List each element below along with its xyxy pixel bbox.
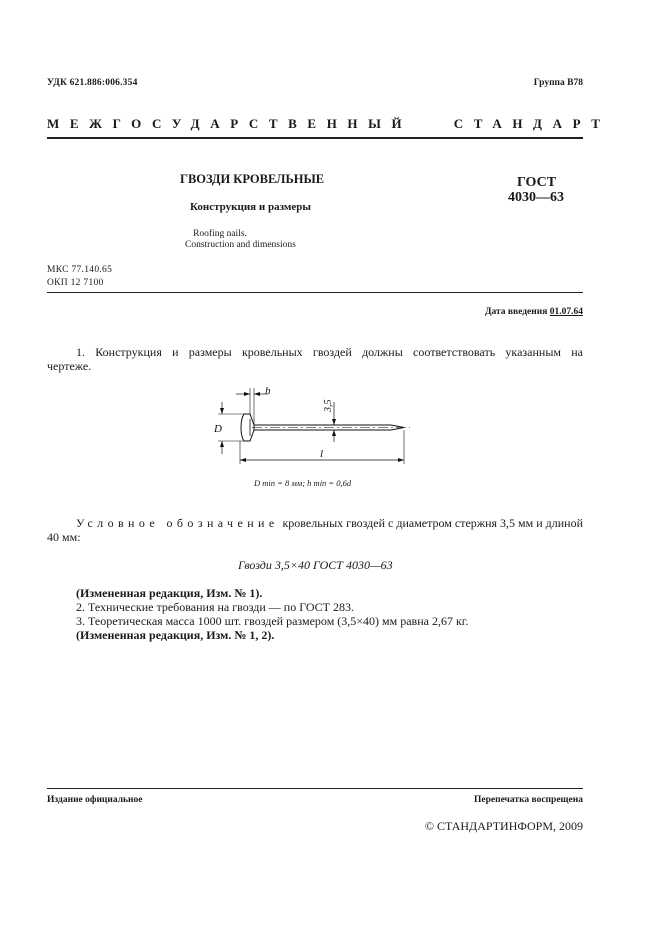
item-3: 3. Теоретическая масса 1000 шт. гвоздей размером (3,5×40) мм равна 2,67 кг. xyxy=(76,614,469,628)
copyright: © СТАНДАРТИНФОРМ, 2009 xyxy=(424,819,583,833)
change-note-2: (Измененная редакция, Изм. № 1, 2). xyxy=(76,628,275,642)
okp-code: ОКП 12 7100 xyxy=(47,278,104,288)
group-code: Группа В78 xyxy=(533,78,583,88)
title-ru: ГВОЗДИ КРОВЕЛЬНЫЕ xyxy=(180,172,325,186)
dim-l-label: l xyxy=(320,448,324,460)
title-en-line-1: Roofing nails. xyxy=(193,229,247,239)
intro-date xyxy=(485,307,583,317)
para-1-line-1: 1. Конструкция и размеры кровельных гвоздей должны соответствовать указанным на xyxy=(76,345,583,359)
item-2: 2. Технические требования на гвозди — по ГОСТ 283. xyxy=(76,600,354,614)
gost-number: 4030—63 xyxy=(508,190,564,205)
dim-D-label: D xyxy=(214,423,222,435)
drawing-caption: D min = 8 мм; h min = 0,6d xyxy=(254,478,352,488)
para-2-line-2: 40 мм: xyxy=(47,530,81,544)
para-2-spaced: Условное обозначение xyxy=(76,516,279,530)
footer-official: Издание официальное xyxy=(47,795,143,805)
para-2-line-1 xyxy=(76,516,583,531)
para-2-rest: кровельных гвоздей с диаметром стержня 3,5 мм и длиной xyxy=(282,516,583,530)
title-en-line-2: Construction and dimensions xyxy=(185,240,296,250)
change-note-1: (Измененная редакция, Изм. № 1). xyxy=(76,586,263,600)
standard-banner: МЕЖГОСУДАРСТВЕННЫЙ СТАНДАРТ xyxy=(47,116,611,131)
dim-d-label: 3,5 xyxy=(323,399,334,412)
para-1-line-2: чертеже. xyxy=(47,359,92,373)
designation-example: Гвозди 3,5×40 ГОСТ 4030—63 xyxy=(238,558,393,572)
banner-rule xyxy=(47,137,583,139)
nail-drawing xyxy=(210,384,425,472)
gost-label: ГОСТ xyxy=(517,175,557,190)
intro-date-value: 01.07.64 xyxy=(549,307,583,317)
dim-h-label: h xyxy=(265,385,271,397)
title-ru-sub: Конструкция и размеры xyxy=(190,201,311,213)
codes-rule xyxy=(47,292,583,293)
intro-date-label: Дата введения xyxy=(484,307,548,317)
footer-reprint: Перепечатка воспрещена xyxy=(473,795,583,805)
footer-rule xyxy=(47,788,583,789)
udk-code: УДК 621.886:006.354 xyxy=(47,78,138,88)
mks-code: МКС 77.140.65 xyxy=(47,265,113,275)
